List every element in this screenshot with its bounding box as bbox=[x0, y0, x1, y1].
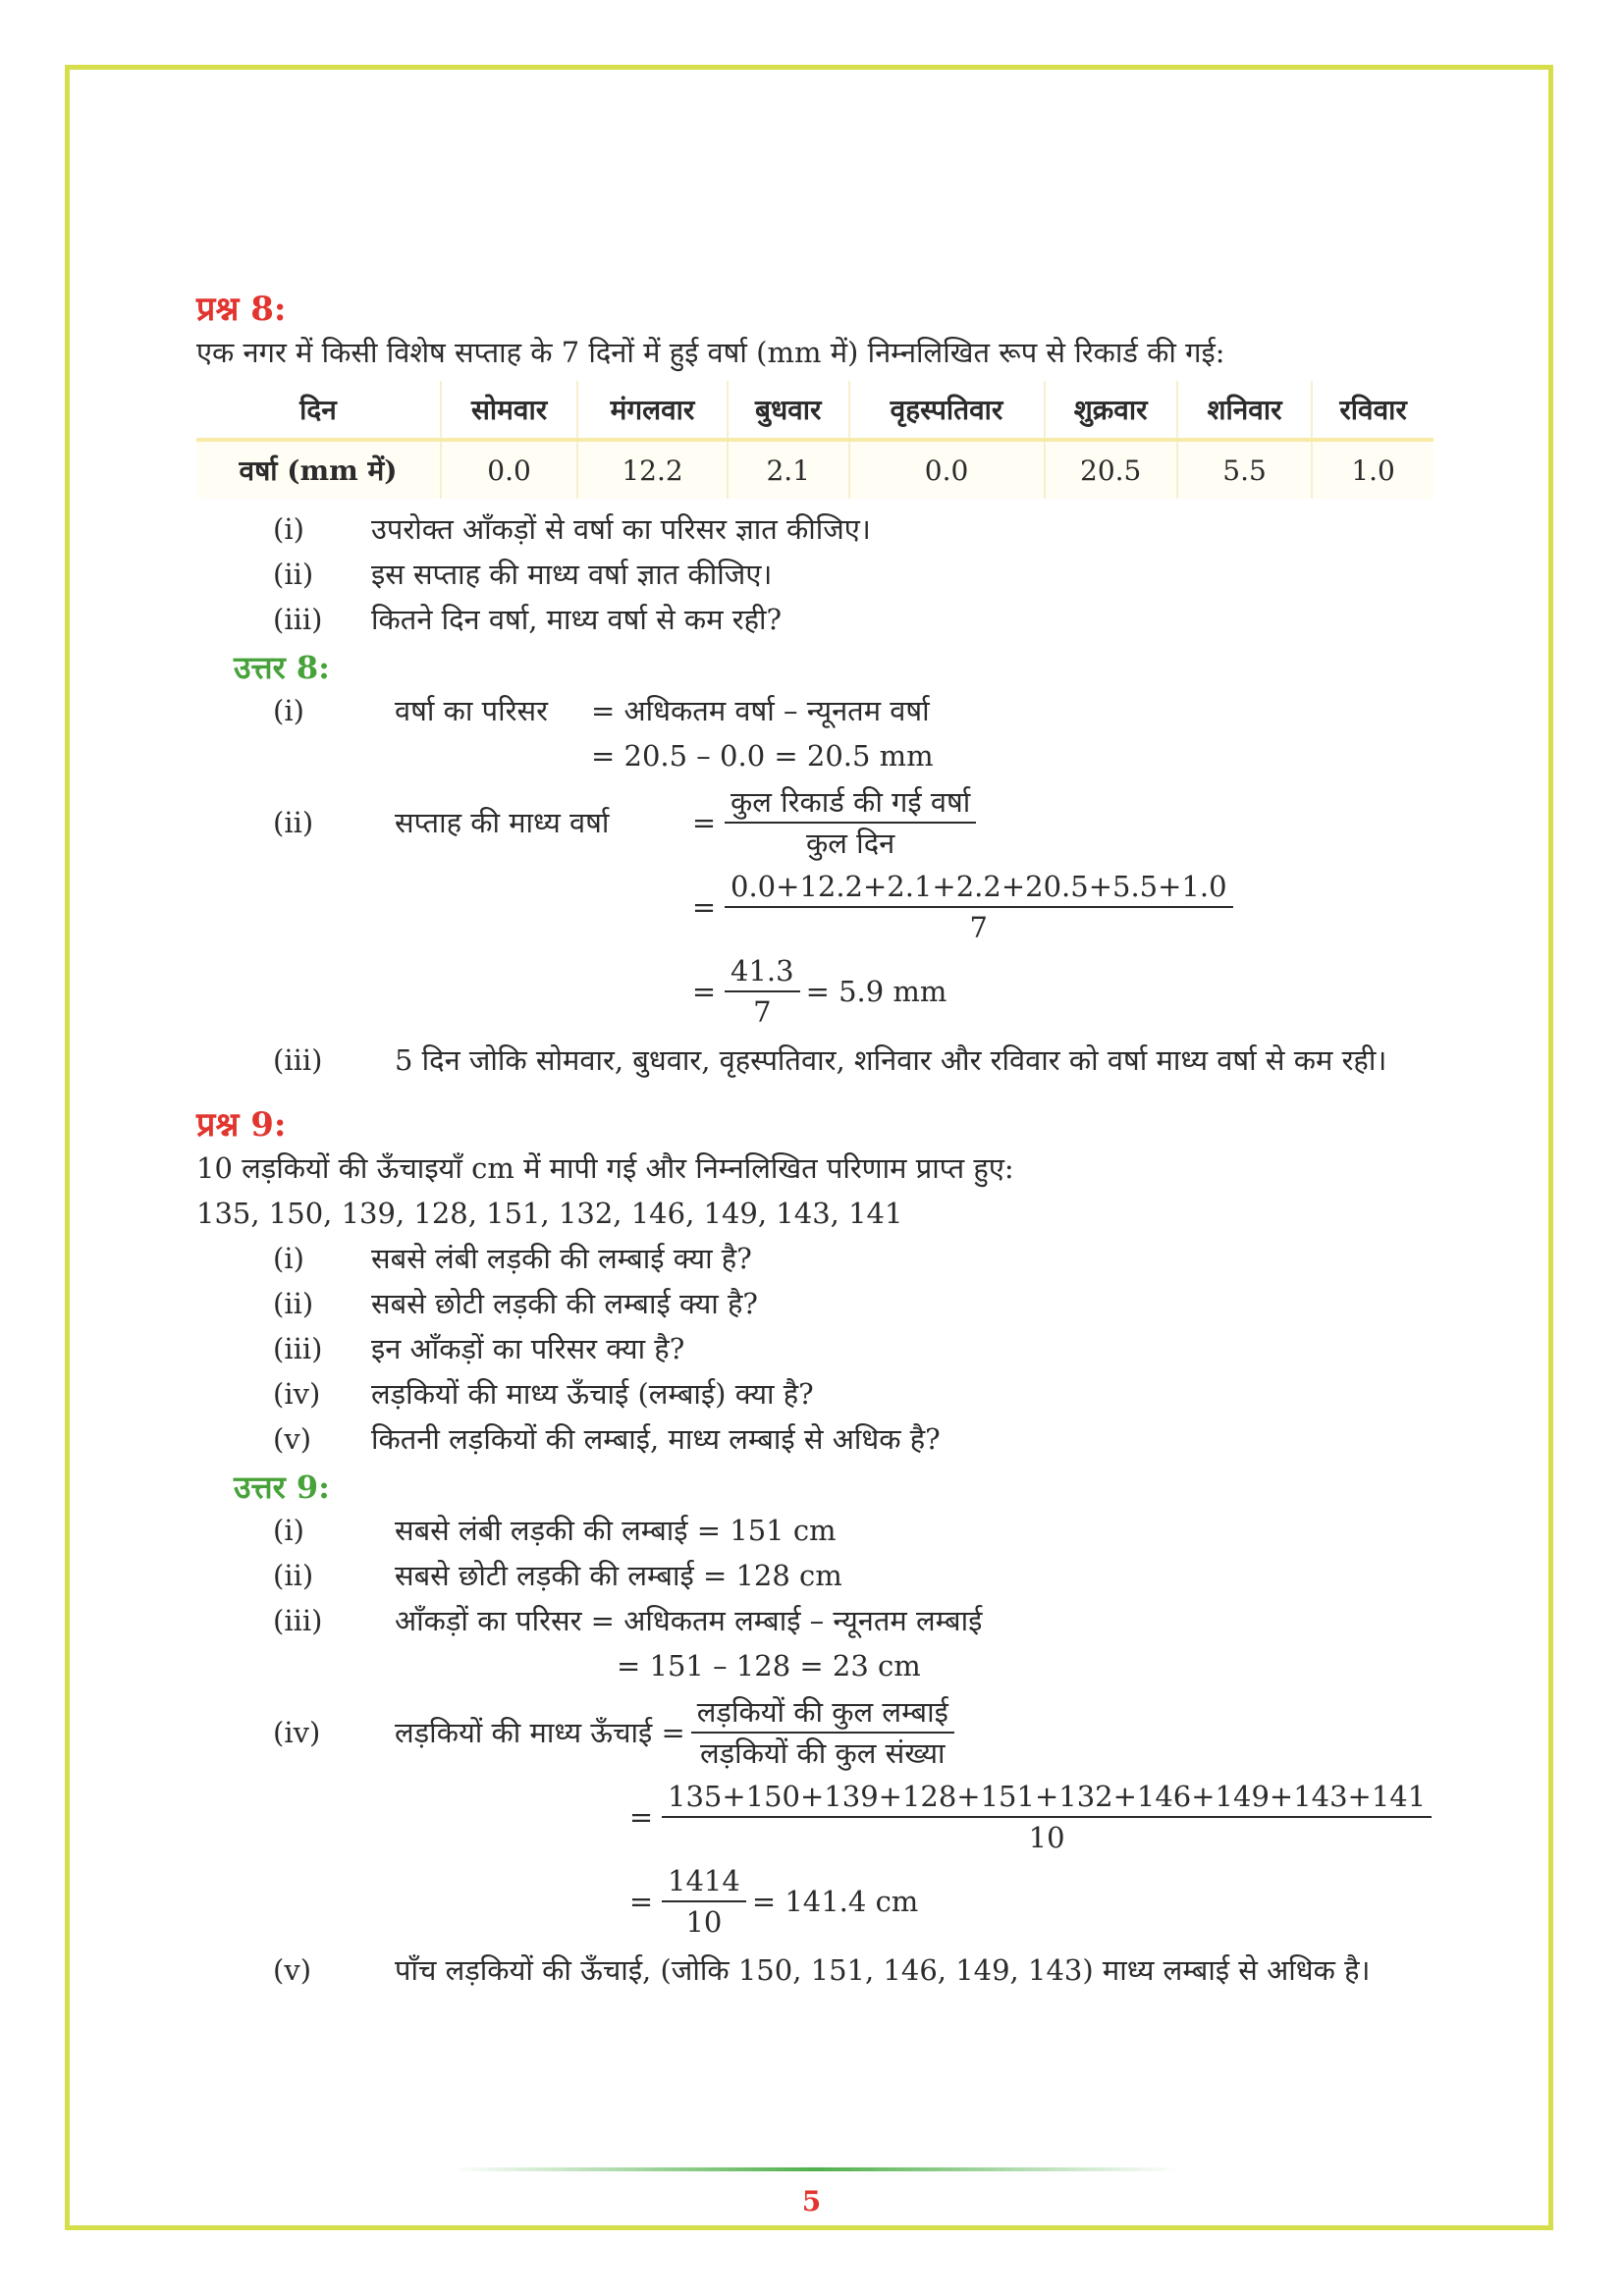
equals-sign: = bbox=[628, 1885, 654, 1918]
row-label-rainfall: वर्षा (mm में) bbox=[196, 440, 441, 499]
answer-9-part-v bbox=[273, 1948, 1443, 1993]
answer-8-range-result bbox=[273, 733, 1443, 778]
range-result: = 20.5 – 0.0 = 20.5 mm bbox=[591, 739, 934, 773]
question-8-statement: एक नगर में किसी विशेष सप्ताह के 7 दिनों में हुई वर्षा (mm में) निम्नलिखित रूप से रिकार्ड की गई: bbox=[196, 336, 1225, 369]
answer-9-part-ii bbox=[273, 1553, 1443, 1598]
page-content bbox=[196, 285, 1443, 1993]
mean-formula-fraction bbox=[725, 782, 976, 863]
value-friday: 20.5 bbox=[1045, 440, 1177, 499]
answer-8-part-iii bbox=[273, 1038, 1443, 1083]
part-number: (iii) bbox=[273, 603, 323, 636]
fraction-numerator: 41.3 bbox=[725, 951, 800, 992]
equals-sign: = bbox=[691, 975, 717, 1008]
header-monday: सोमवार bbox=[441, 381, 577, 440]
value-sunday: 1.0 bbox=[1312, 440, 1434, 499]
answer-8-part-i bbox=[273, 688, 1443, 733]
value-monday: 0.0 bbox=[441, 440, 577, 499]
part-number: (i) bbox=[273, 694, 304, 727]
sum-fraction bbox=[662, 1777, 1432, 1857]
fraction-numerator: कुल रिकार्ड की गई वर्षा bbox=[725, 782, 976, 824]
mean-label: लड़कियों की माध्य ऊँचाई = bbox=[395, 1716, 685, 1749]
part-number: (i) bbox=[273, 1242, 304, 1275]
answer-9-heading: उत्तर 9: bbox=[234, 1468, 330, 1506]
part-text: लड़कियों की माध्य ऊँचाई (लम्बाई) क्या है? bbox=[371, 1377, 814, 1411]
equals-sign: = bbox=[691, 806, 717, 839]
answer-9-part-i bbox=[273, 1508, 1443, 1553]
mean-result: = 141.4 cm bbox=[751, 1885, 919, 1918]
part-number: (iii) bbox=[273, 1043, 323, 1077]
rainfall-table-header-row bbox=[196, 381, 1434, 440]
total-fraction bbox=[662, 1861, 746, 1942]
header-thursday: वृहस्पतिवार bbox=[849, 381, 1045, 440]
sum-fraction bbox=[725, 867, 1233, 947]
part-text: उपरोक्त आँकड़ों से वर्षा का परिसर ज्ञात कीजिए। bbox=[371, 512, 871, 546]
header-friday: शुक्रवार bbox=[1045, 381, 1177, 440]
total-fraction bbox=[725, 951, 800, 1032]
fraction-numerator: 1414 bbox=[662, 1861, 746, 1902]
answer-text: सबसे छोटी लड़की की लम्बाई = 128 cm bbox=[395, 1559, 842, 1592]
answer-9-sum-row bbox=[273, 1777, 1443, 1857]
fraction-numerator: 135+150+139+128+151+132+146+149+143+141 bbox=[662, 1777, 1432, 1818]
part-number: (iv) bbox=[273, 1377, 321, 1411]
part-number: (ii) bbox=[273, 558, 314, 591]
answer-9-part-iii bbox=[273, 1598, 1443, 1643]
question-9-part-v bbox=[273, 1416, 1443, 1462]
question-9-parts bbox=[273, 1236, 1443, 1462]
part-number: (ii) bbox=[273, 1559, 314, 1592]
equals-sign: = bbox=[691, 890, 717, 924]
fraction-denominator: 10 bbox=[1028, 1821, 1065, 1854]
part-number: (v) bbox=[273, 1422, 312, 1456]
part-number: (iii) bbox=[273, 1332, 323, 1365]
footer-divider bbox=[452, 2167, 1178, 2171]
question-8-part-iii bbox=[273, 597, 1443, 642]
fraction-denominator: कुल दिन bbox=[806, 827, 895, 860]
question-9-part-iii bbox=[273, 1326, 1443, 1371]
question-9-part-ii bbox=[273, 1281, 1443, 1326]
fraction-numerator: 0.0+12.2+2.1+2.2+20.5+5.5+1.0 bbox=[725, 867, 1233, 908]
value-wednesday: 2.1 bbox=[728, 440, 849, 499]
page-number: 5 bbox=[801, 2185, 822, 2217]
header-sunday: रविवार bbox=[1312, 381, 1434, 440]
answer-text: 5 दिन जोकि सोमवार, बुधवार, वृहस्पतिवार, शनिवार और रविवार को वर्षा माध्य वर्षा से कम रही। bbox=[395, 1043, 1387, 1077]
part-text: सबसे लंबी लड़की की लम्बाई क्या है? bbox=[371, 1242, 752, 1275]
question-9-data: 135, 150, 139, 128, 151, 132, 146, 149, 143, 141 bbox=[196, 1197, 903, 1230]
answer-8-result-row bbox=[273, 951, 1443, 1032]
answer-9-range-result bbox=[273, 1643, 1443, 1688]
value-tuesday: 12.2 bbox=[577, 440, 728, 499]
mean-formula-fraction bbox=[691, 1692, 954, 1773]
part-text: सबसे छोटी लड़की की लम्बाई क्या है? bbox=[371, 1287, 758, 1320]
part-number: (iii) bbox=[273, 1604, 323, 1637]
answer-8-part-ii bbox=[273, 782, 1443, 863]
part-text: कितने दिन वर्षा, माध्य वर्षा से कम रही? bbox=[371, 603, 783, 636]
question-8-heading: प्रश्न 8: bbox=[196, 290, 287, 329]
part-number: (i) bbox=[273, 1514, 304, 1547]
rainfall-table bbox=[196, 381, 1434, 499]
part-text: इन आँकड़ों का परिसर क्या है? bbox=[371, 1332, 685, 1365]
fraction-denominator: 7 bbox=[753, 995, 772, 1029]
part-number: (v) bbox=[273, 1953, 312, 1987]
header-saturday: शनिवार bbox=[1177, 381, 1312, 440]
question-8-part-ii bbox=[273, 552, 1443, 597]
value-thursday: 0.0 bbox=[849, 440, 1045, 499]
question-9-statement: 10 लड़कियों की ऊँचाइयाँ cm में मापी गई और निम्नलिखित परिणाम प्राप्त हुए: bbox=[196, 1151, 1014, 1185]
part-text: इस सप्ताह की माध्य वर्षा ज्ञात कीजिए। bbox=[371, 558, 773, 591]
value-saturday: 5.5 bbox=[1177, 440, 1312, 499]
part-number: (i) bbox=[273, 512, 304, 546]
equals-sign: = bbox=[628, 1800, 654, 1834]
part-text: कितनी लड़कियों की लम्बाई, माध्य लम्बाई से अधिक है? bbox=[371, 1422, 941, 1456]
fraction-denominator: लड़कियों की कुल संख्या bbox=[700, 1736, 946, 1770]
question-9-heading: प्रश्न 9: bbox=[196, 1105, 287, 1145]
header-wednesday: बुधवार bbox=[728, 381, 849, 440]
question-9-part-iv bbox=[273, 1371, 1443, 1416]
part-number: (ii) bbox=[273, 1287, 314, 1320]
question-9-part-i bbox=[273, 1236, 1443, 1281]
question-8-parts bbox=[273, 507, 1443, 642]
fraction-denominator: 7 bbox=[969, 911, 988, 944]
mean-result: = 5.9 mm bbox=[805, 975, 947, 1008]
header-tuesday: मंगलवार bbox=[577, 381, 728, 440]
answer-text: सबसे लंबी लड़की की लम्बाई = 151 cm bbox=[395, 1514, 837, 1547]
answer-8-heading: उत्तर 8: bbox=[234, 649, 330, 686]
answer-8-sum-row bbox=[273, 867, 1443, 947]
answer-9-part-iv bbox=[273, 1692, 1443, 1773]
header-day: दिन bbox=[196, 381, 441, 440]
range-formula: = अधिकतम वर्षा – न्यूनतम वर्षा bbox=[591, 694, 930, 727]
fraction-numerator: लड़कियों की कुल लम्बाई bbox=[691, 1692, 954, 1734]
answer-text: आँकड़ों का परिसर = अधिकतम लम्बाई – न्यूनतम लम्बाई bbox=[395, 1604, 983, 1637]
question-8-part-i bbox=[273, 507, 1443, 552]
fraction-denominator: 10 bbox=[685, 1905, 723, 1939]
range-label: वर्षा का परिसर bbox=[395, 694, 548, 727]
answer-text: पाँच लड़कियों की ऊँचाई, (जोकि 150, 151, 146, 149, 143) माध्य लम्बाई से अधिक है। bbox=[395, 1953, 1371, 1987]
range-result: = 151 – 128 = 23 cm bbox=[617, 1649, 921, 1682]
answer-9-result-row bbox=[273, 1861, 1443, 1942]
part-number: (iv) bbox=[273, 1716, 321, 1749]
answer-9-body bbox=[273, 1508, 1443, 1993]
answer-8-body bbox=[273, 688, 1443, 1083]
mean-label: सप्ताह की माध्य वर्षा bbox=[395, 806, 610, 839]
part-number: (ii) bbox=[273, 806, 314, 839]
rainfall-table-value-row bbox=[196, 440, 1434, 499]
